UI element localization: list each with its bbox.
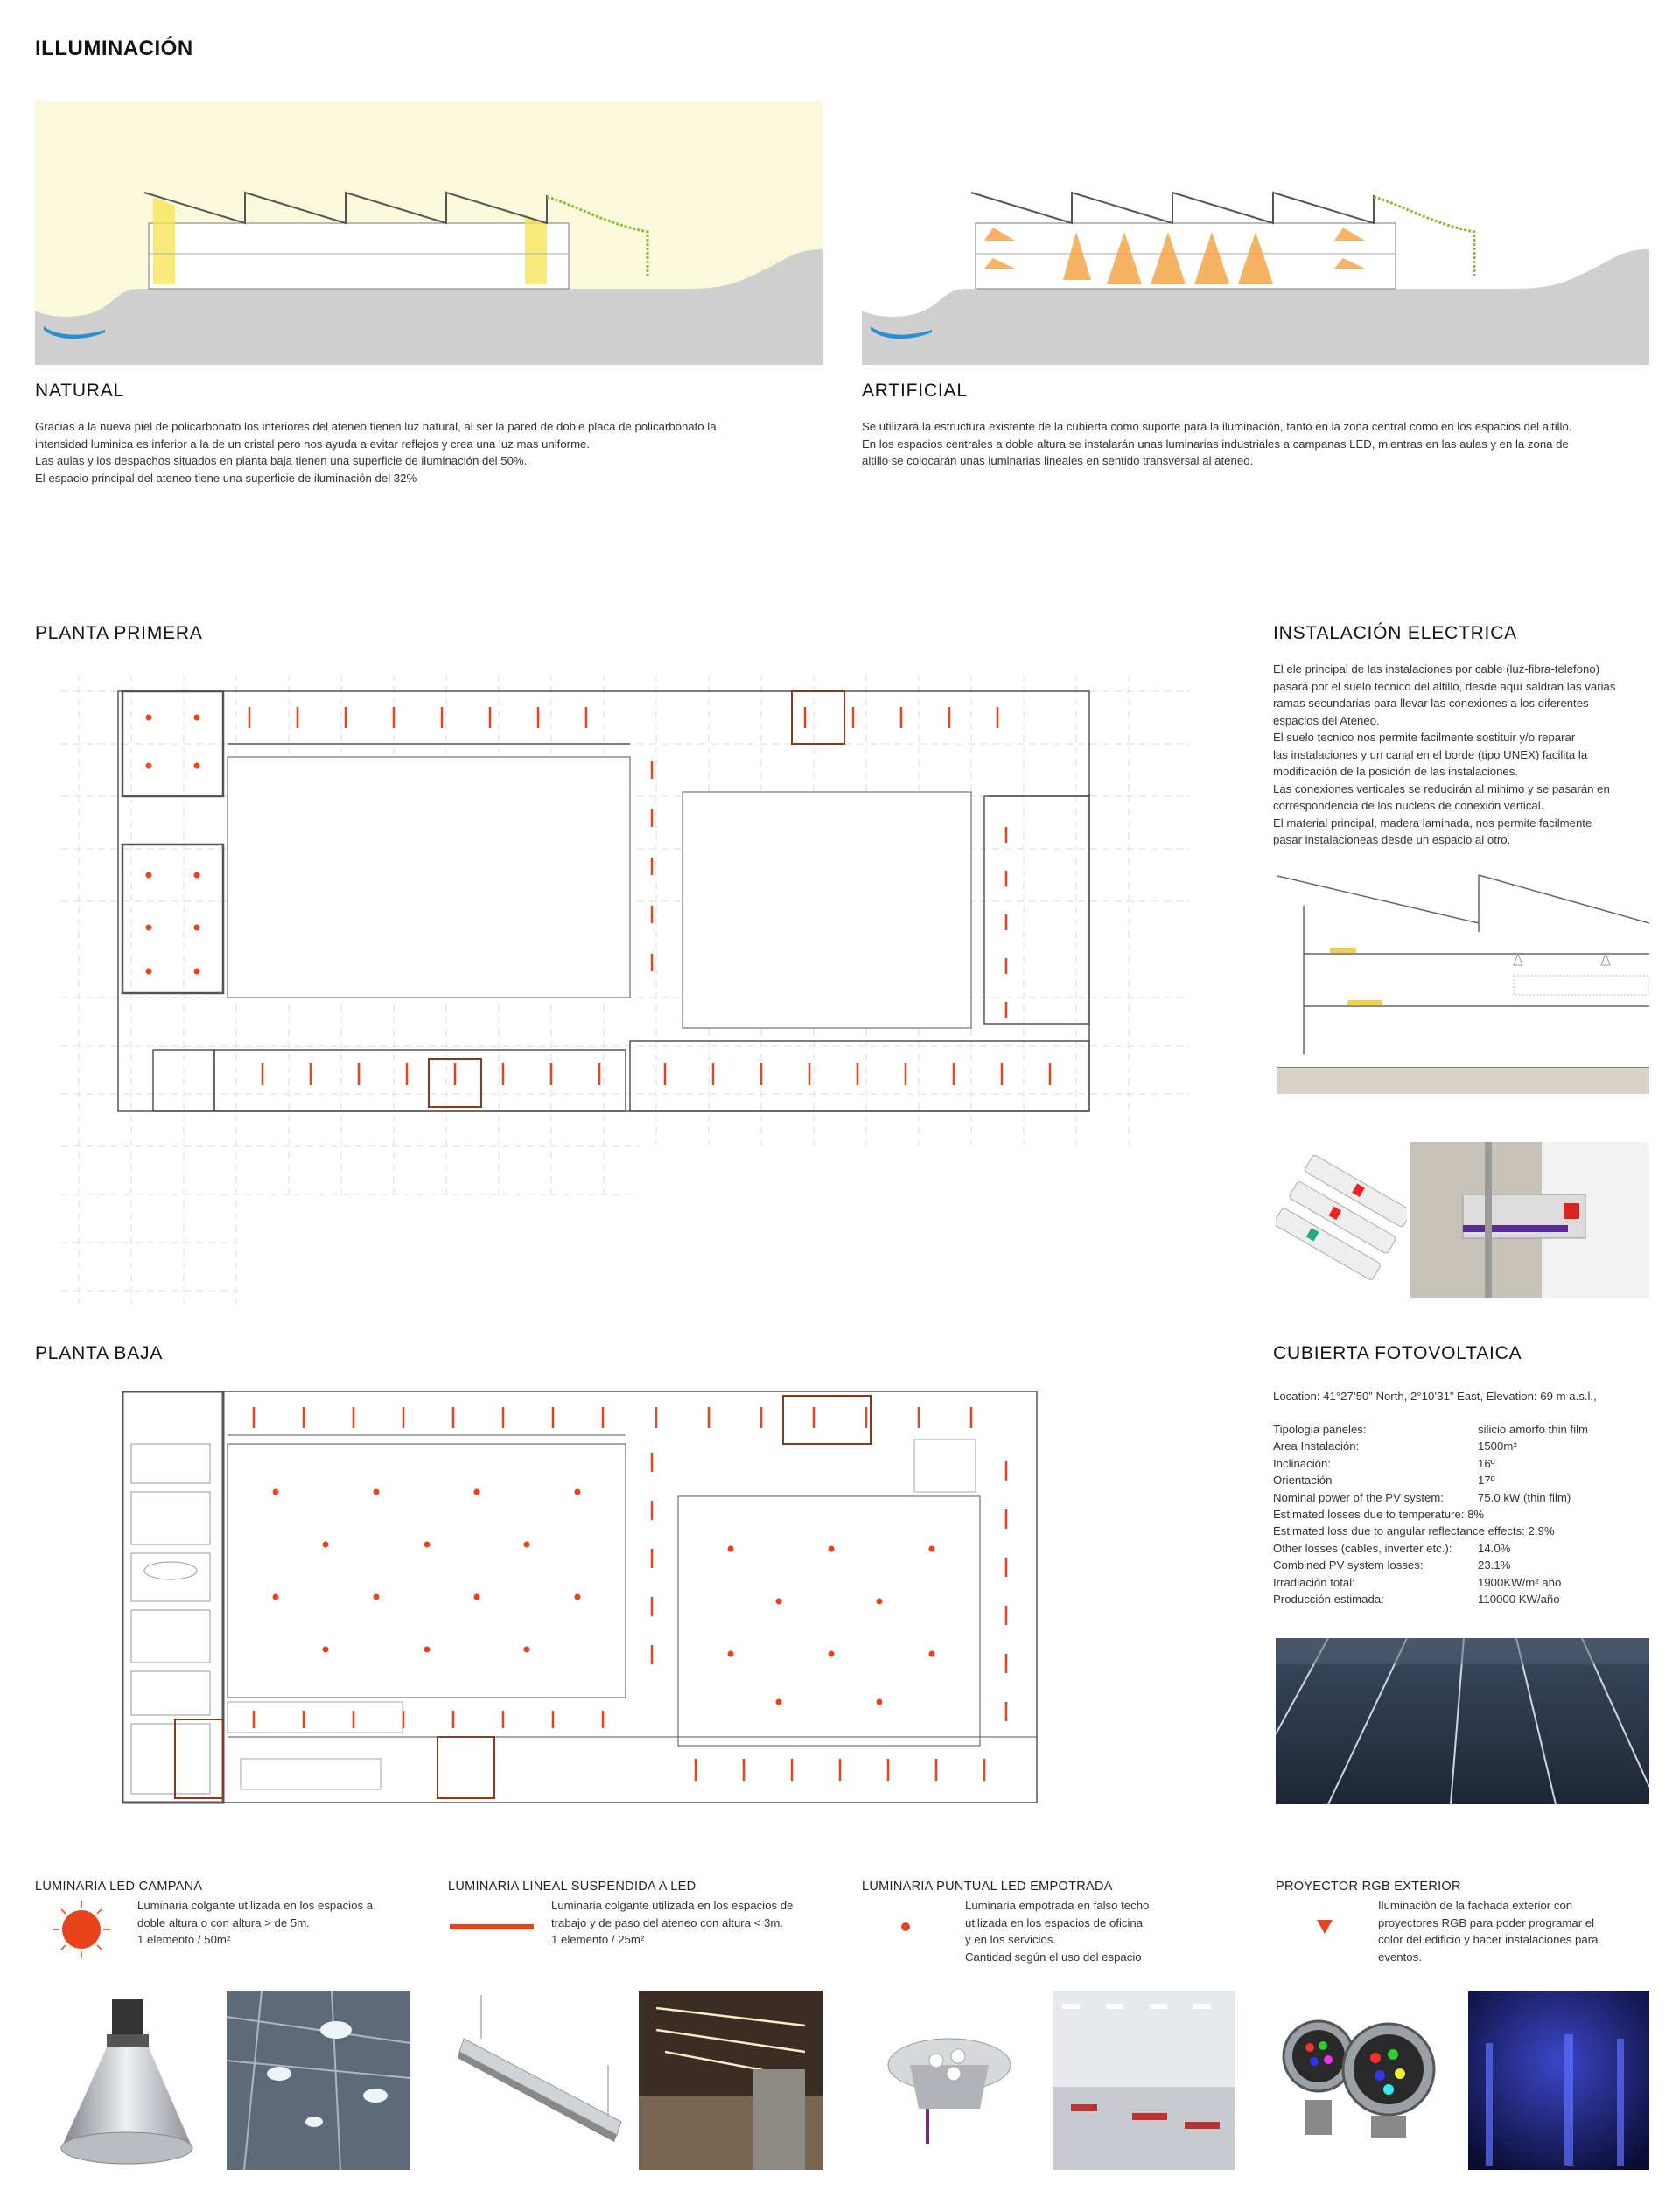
instalacion-heading: INSTALACIÓN ELECTRICA bbox=[1273, 623, 1517, 643]
spec-row: Inclinación: 16º bbox=[1273, 1456, 1495, 1470]
campana-luminaire-mark bbox=[829, 1651, 835, 1657]
natural-text: Gracias a la nueva piel de policarbonato los interiores del ateneo tienen luz natural, al ser la pared de doble placa de policarbonato la intensidad luminica es inferior a la de un cristal pero nos ayuda a evitar reflejos y crea una luz mas uniforme. Las aulas y los despachos situados en planta baja tienen una superficie de iluminación del 50%. El espacio principal del ateneo tiene una superficie de iluminación del 32% bbox=[35, 420, 717, 485]
campana-luminaire-mark bbox=[877, 1699, 883, 1705]
rgb-projector-photo bbox=[1279, 2004, 1441, 2144]
spec-row: Other losses (cables, inverter etc.): 14.0% bbox=[1273, 1541, 1511, 1555]
floor-outlet-photo bbox=[1410, 1142, 1649, 1298]
planta-baja-heading: PLANTA BAJA bbox=[35, 1343, 164, 1363]
lineal-lamp-photo bbox=[455, 1995, 630, 2170]
luminaria-campana-desc: Luminaria colgante utilizada en los espacios a doble altura o con altura > de 5m. 1 elemento / 50m² bbox=[137, 1899, 374, 1946]
spec-row: Nominal power of the PV system: 75.0 kW (thin film) bbox=[1273, 1490, 1572, 1504]
campana-luminaire-mark bbox=[524, 1647, 530, 1653]
pv-roof-photo bbox=[1276, 1638, 1649, 1804]
campana-installed-photo bbox=[227, 1991, 410, 2170]
cubierta-heading: CUBIERTA FOTOVOLTAICA bbox=[1273, 1343, 1522, 1363]
spec-row: Irradiación total: 1900KW/m² año bbox=[1273, 1575, 1562, 1589]
campana-luminaire-mark bbox=[474, 1489, 480, 1495]
campana-luminaire-mark bbox=[194, 872, 200, 878]
campana-luminaire-mark bbox=[323, 1542, 329, 1548]
luminaria-puntual-desc: Luminaria empotrada en falso techo utilizada en los espacios de oficina y en los servicios. Cantidad según el uso del espacio bbox=[965, 1899, 1150, 1964]
proyector-symbol-icon bbox=[1314, 1916, 1335, 1937]
cubierta-specs bbox=[1273, 1421, 1658, 1607]
campana-luminaire-mark bbox=[146, 969, 152, 975]
campana-luminaire-mark bbox=[374, 1594, 380, 1600]
campana-luminaire-mark bbox=[323, 1647, 329, 1653]
campana-luminaire-mark bbox=[575, 1489, 581, 1495]
campana-luminaire-mark bbox=[524, 1542, 530, 1548]
campana-lamp-photo bbox=[52, 1999, 201, 2170]
campana-luminaire-mark bbox=[424, 1542, 430, 1548]
campana-luminaire-mark bbox=[728, 1651, 734, 1657]
spec-row: Orientación 17º bbox=[1273, 1474, 1495, 1488]
spec-row: Area Instalación: 1500m² bbox=[1273, 1439, 1517, 1453]
proyector-rgb-title: PROYECTOR RGB EXTERIOR bbox=[1276, 1880, 1461, 1894]
campana-symbol-icon bbox=[51, 1899, 112, 1960]
campana-luminaire-mark bbox=[829, 1546, 835, 1552]
cubierta-location: Location: 41°27’50” North, 2°10’31” East, Elevation: 69 m a.s.l., bbox=[1273, 1390, 1597, 1403]
cable-channel-photo bbox=[1276, 1142, 1407, 1298]
spec-row: Tipologia paneles: silicio amorfo thin film bbox=[1273, 1423, 1589, 1436]
campana-luminaire-mark bbox=[374, 1489, 380, 1495]
campana-luminaire-mark bbox=[877, 1599, 883, 1605]
planta-baja-plan bbox=[122, 1391, 1041, 1807]
spec-row: Estimated losses due to temperature: 8% bbox=[1273, 1508, 1485, 1522]
spec-row: Combined PV system losses: 23.1% bbox=[1273, 1558, 1511, 1572]
planta-primera-plan bbox=[61, 674, 1199, 1304]
luminaria-lineal-desc: Luminaria colgante utilizada en los espacios de trabajo y de paso del ateneo con altura < 3m. 1 elemento / 25m² bbox=[551, 1899, 794, 1946]
campana-luminaire-mark bbox=[575, 1594, 581, 1600]
lineal-installed-photo bbox=[639, 1991, 822, 2170]
instalacion-section-detail bbox=[1278, 871, 1649, 1094]
campana-luminaire-mark bbox=[776, 1699, 782, 1705]
proyector-rgb-desc: Iluminación de la fachada exterior con proyectores RGB para poder programar el color del edificio y hacer instalaciones para eventos. bbox=[1378, 1899, 1599, 1964]
campana-luminaire-mark bbox=[929, 1546, 935, 1552]
campana-luminaire-mark bbox=[929, 1651, 935, 1657]
artificial-section-drawing bbox=[862, 101, 1649, 365]
campana-luminaire-mark bbox=[146, 925, 152, 931]
campana-luminaire-mark bbox=[273, 1489, 279, 1495]
campana-luminaire-mark bbox=[776, 1599, 782, 1605]
planta-primera-heading: PLANTA PRIMERA bbox=[35, 623, 203, 643]
luminaria-puntual-title: LUMINARIA PUNTUAL LED EMPOTRADA bbox=[862, 1880, 1113, 1894]
puntual-lamp-photo bbox=[879, 2004, 1028, 2148]
campana-luminaire-mark bbox=[146, 763, 152, 769]
instalacion-text: El ele principal de las instalaciones por cable (luz-fibra-telefono) pasará por el suelo tecnico del altillo, desde aquí saldran las varias ramas secundarias para llevar las conexiones a los diferentes espacios del Ateneo. El suelo tecnico nos permite facilmente sostituir y/o reparar las instalaciones y un canal en el borde (tipo UNEX) facilita la modificación de la posición de las instalaciones. Las conexiones verticales se reducirán al minimo y se pasarán en correspondencia de los nucleos de conexión vertical. El material principal, madera laminada, nos permite facilmente pasar instalacioneas desde un espacio al otro. bbox=[1273, 662, 1616, 846]
spec-row: Estimated loss due to angular reflectance effects: 2.9% bbox=[1273, 1524, 1555, 1538]
campana-luminaire-mark bbox=[194, 715, 200, 721]
page-title: ILLUMINACIÓN bbox=[35, 37, 193, 60]
campana-luminaire-mark bbox=[146, 872, 152, 878]
campana-luminaire-mark bbox=[146, 715, 152, 721]
spec-row: Producción estimada: 110000 KW/año bbox=[1273, 1592, 1560, 1606]
rgb-installed-photo bbox=[1468, 1991, 1649, 2170]
campana-luminaire-mark bbox=[194, 763, 200, 769]
campana-luminaire-mark bbox=[273, 1594, 279, 1600]
puntual-symbol-icon bbox=[897, 1918, 914, 1936]
campana-luminaire-mark bbox=[474, 1594, 480, 1600]
puntual-installed-photo bbox=[1054, 1991, 1236, 2170]
natural-heading: NATURAL bbox=[35, 381, 125, 401]
luminaria-campana-title: LUMINARIA LED CAMPANA bbox=[35, 1880, 203, 1894]
lineal-symbol-icon bbox=[448, 1922, 536, 1932]
campana-luminaire-mark bbox=[194, 969, 200, 975]
campana-luminaire-mark bbox=[194, 925, 200, 931]
artificial-text: Se utilizará la estructura existente de la cubierta como suporte para la iluminación, tanto en la zona central como en los espacios del altillo. En los espacios centrales a doble altura se instalarán unas luminarias industriales a campanas LED, mientras en las aulas y en la zona de altillo se colocarán unas luminarias lineales en sentido transversal al ateneo. bbox=[862, 420, 1572, 467]
luminaria-lineal-title: LUMINARIA LINEAL SUSPENDIDA A LED bbox=[448, 1880, 696, 1894]
campana-luminaire-mark bbox=[728, 1546, 734, 1552]
artificial-heading: ARTIFICIAL bbox=[862, 381, 968, 401]
campana-luminaire-mark bbox=[424, 1647, 430, 1653]
natural-section-drawing bbox=[35, 101, 822, 365]
